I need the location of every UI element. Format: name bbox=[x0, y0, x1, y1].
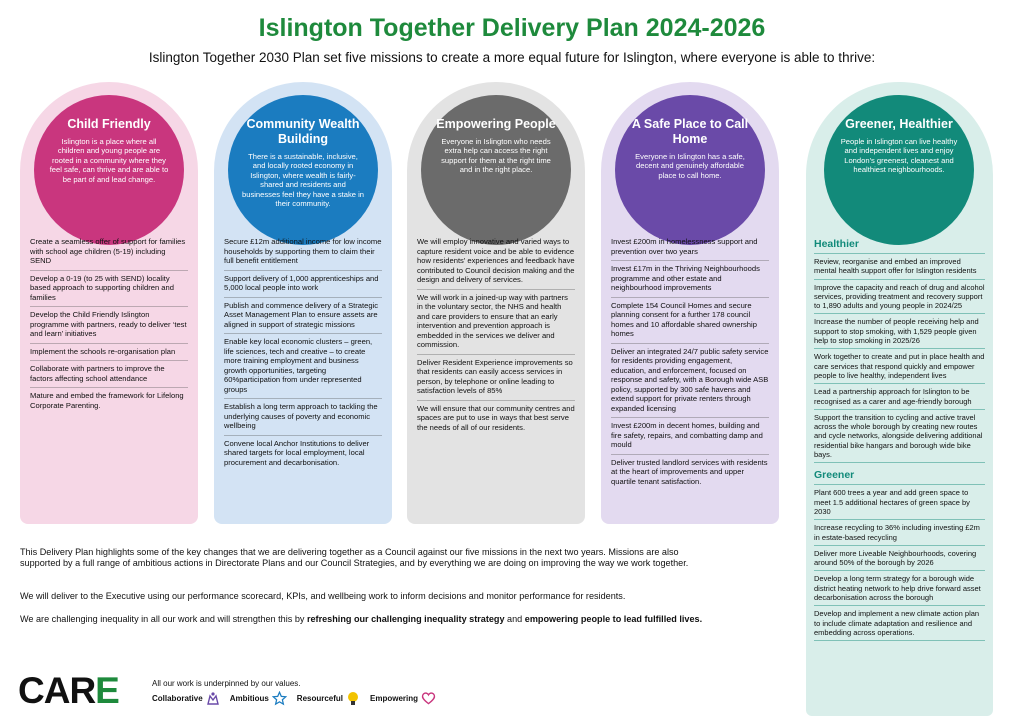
mission-item: Deliver an integrated 24/7 public safety service for residents providing engagement, education, and enforcement, focused on response and safety, with a Borough wide ASB policy, supported by 300 safe havens and extend support for private renters through expanded licensing bbox=[611, 344, 769, 419]
care-logo bbox=[18, 671, 119, 711]
column-empowering-people bbox=[407, 82, 585, 524]
healthier-item: Improve the capacity and reach of drug and alcohol services, providing treatment and recovery support to 1,890 adults and young people in 2024/25 bbox=[814, 280, 985, 315]
value-label: Resourceful bbox=[296, 693, 344, 703]
mission-item: Mature and embed the framework for Lifelong Corporate Parenting. bbox=[30, 391, 184, 410]
value-resourceful bbox=[297, 691, 360, 706]
mission-items bbox=[611, 234, 769, 490]
mission-circle bbox=[421, 95, 571, 245]
column-safe-place-to-call-home bbox=[601, 82, 779, 524]
value-label: Empowering bbox=[370, 693, 419, 703]
intro-p3-start: We are challenging inequality in all our work and will strengthen this by bbox=[20, 614, 307, 624]
mission-item: Invest £200m in homelessness support and prevention over two years bbox=[611, 234, 769, 261]
value-empowering bbox=[370, 691, 436, 705]
mission-description: Islington is a place where all children and young people are rooted in a community where they feel safe, can thrive and are able to be part of and lead change. bbox=[49, 137, 169, 184]
mission-item: Develop the Child Friendly Islington programme with partners, ready to deliver ‘test and learn’ initiatives bbox=[30, 307, 188, 344]
greener-item: Develop and implement a new climate action plan to include climate adaptation and resilience and embedding across operations. bbox=[814, 606, 985, 641]
mission-item: Invest £17m in the Thriving Neighbourhoods programme and other estate and neighbourhood improvements bbox=[611, 261, 769, 298]
values-text: All our work is underpinned by our values. bbox=[152, 679, 301, 688]
column-greener-healthier bbox=[806, 82, 993, 716]
hands-icon bbox=[206, 691, 220, 705]
greener-item: Increase recycling to 36% including investing £2m in estate-based recycling bbox=[814, 520, 985, 546]
greener-description: People in Islington can live healthy and independent lives and enjoy London's greenest, cleanest and healthiest neighbourhoods. bbox=[840, 137, 958, 175]
greener-item: Deliver more Liveable Neighbourhoods, covering around 50% of the borough by 2026 bbox=[814, 546, 985, 572]
healthier-item: Review, reorganise and embed an improved mental health support offer for Islington residents bbox=[814, 254, 985, 280]
greener-item: Plant 600 trees a year and add green space to meet 1.5 additional hectares of green space by 2030 bbox=[814, 485, 985, 520]
intro-paragraph-1: This Delivery Plan highlights some of the key changes that we are delivering together as a Council against our five missions in the next two years. Missions are also supported by a full range of ambitious actions in Directorate Plans and our Council Strategies, and by everything we are doing on improving the way we work together. bbox=[20, 547, 689, 569]
greener-item: Develop a long term strategy for a borough wide district heating network to help drive forward asset decarbonisation across the borough bbox=[814, 571, 985, 606]
mission-title: Child Friendly bbox=[67, 117, 151, 131]
mission-item: We will employ innovative and varied ways to capture resident voice and be able to evidence how residents' experiences and feedback have contributed to Council decision making and the design and delivery of services. bbox=[417, 234, 575, 290]
value-label: Ambitious bbox=[229, 693, 269, 703]
mission-item: Secure £12m additional income for low income households by supporting them to claim their full benefit entitlement bbox=[224, 234, 382, 271]
mission-item: Publish and commence delivery of a Strategic Asset Management Plan to ensure assets are aligned in support of strategic missions bbox=[224, 298, 382, 335]
page-subtitle: Islington Together 2030 Plan set five missions to create a more equal future for Islington, where everyone is able to thrive: bbox=[148, 50, 876, 65]
mission-item: We will ensure that our community centres and spaces are put to use in ways that best serve the needs of all of our residents. bbox=[417, 403, 575, 432]
value-label: Collaborative bbox=[152, 693, 203, 703]
greener-circle bbox=[824, 95, 974, 245]
value-ambitious bbox=[230, 691, 287, 706]
mission-item: Complete 154 Council Homes and secure planning consent for a further 178 council homes and 10 affordable shared ownership homes bbox=[611, 298, 769, 344]
healthier-list bbox=[814, 254, 985, 463]
healthier-item: Lead a partnership approach for Islington to be recognised as a carer and age-friendly borough bbox=[814, 384, 985, 410]
heart-icon bbox=[421, 691, 436, 705]
values-row bbox=[152, 690, 446, 706]
healthier-item: Work together to create and put in place health and care services that respond quickly and empower people to live healthy, independent lives bbox=[814, 349, 985, 384]
mission-item: Convene local Anchor Institutions to deliver shared targets for local employment, local procurement and decarbonisation. bbox=[224, 438, 370, 467]
lightbulb-icon bbox=[346, 691, 360, 706]
mission-item: Implement the schools re-organisation plan bbox=[30, 344, 188, 362]
column-child-friendly bbox=[20, 82, 198, 524]
intro-p3-bold-2: empowering people to lead fulfilled lives. bbox=[524, 614, 703, 624]
mission-items bbox=[30, 234, 188, 414]
mission-description: Everyone in Islington has a safe, decent and genuinely affordable place to call home. bbox=[635, 152, 745, 180]
mission-item: Create a seamless offer of support for families with school age children (5-19) including SEND bbox=[30, 234, 188, 271]
intro-paragraph-3 bbox=[20, 614, 710, 625]
greener-list bbox=[814, 485, 985, 641]
mission-description: There is a sustainable, inclusive, and locally rooted economy in Islington, where wealth is fairly-shared and residents and businesses feel they have a stake in their community. bbox=[242, 152, 364, 209]
intro-p3-mid: and bbox=[504, 614, 525, 624]
mission-title: Empowering People bbox=[436, 117, 556, 131]
page-title: Islington Together Delivery Plan 2024-2026 bbox=[258, 14, 766, 42]
mission-circle bbox=[615, 95, 765, 245]
mission-title: Community Wealth Building bbox=[246, 117, 360, 146]
mission-item: Establish a long term approach to tackling the underlying causes of poverty and economic wellbeing bbox=[224, 399, 382, 436]
mission-description: Everyone in Islington who needs extra help can access the right support for them at the right time and in the right place. bbox=[441, 137, 551, 175]
value-collaborative bbox=[152, 691, 220, 705]
mission-item: Deliver Resident Experience improvements so that residents can easily access services in person, by telephone or online leading to satisfaction levels of 85% bbox=[417, 355, 575, 401]
mission-item: Collaborate with partners to improve the factors affecting school attendance bbox=[30, 361, 188, 388]
mission-item: Support delivery of 1,000 apprenticeships and 5,000 local people into work bbox=[224, 271, 382, 298]
mission-circle bbox=[34, 95, 184, 245]
star-icon bbox=[272, 691, 287, 706]
healthier-item: Increase the number of people receiving help and support to stop smoking, with 1,529 people given help to stop smoking in 2025/26 bbox=[814, 314, 985, 349]
care-logo-text: CAR bbox=[18, 670, 96, 711]
care-logo-e: E bbox=[95, 670, 119, 711]
intro-p3-bold-1: refreshing our challenging inequality strategy bbox=[306, 614, 505, 624]
mission-item: Invest £200m in decent homes, building and fire safety, repairs, and combatting damp and mould bbox=[611, 418, 769, 455]
mission-item: We will work in a joined-up way with partners in the voluntary sector, the NHS and health and care providers to ensure that an early intervention and prevention approach is embedded in the services we deliver and commission. bbox=[417, 290, 575, 355]
column-community-wealth-building bbox=[214, 82, 392, 524]
healthier-item: Support the transition to cycling and active travel across the whole borough by creating new routes and cycle networks, alongside delivering additional residential bike hangars and borough wide bike bays. bbox=[814, 410, 985, 463]
healthier-heading: Healthier bbox=[814, 236, 985, 254]
greener-heading: Greener bbox=[814, 467, 985, 485]
intro-paragraph-2: We will deliver to the Executive using our performance scorecard, KPIs, and wellbeing work to inform decisions and monitor performance for residents. bbox=[20, 591, 626, 601]
mission-item: Enable key local economic clusters – green, life sciences, tech and creative – to create more training employment and business growth opportunities, targeting 60%participation from under represented groups bbox=[224, 334, 382, 399]
mission-circle bbox=[228, 95, 378, 245]
mission-item: Deliver trusted landlord services with residents at the heart of improvements and upper quartile tenant satisfaction. bbox=[611, 457, 768, 486]
mission-item: Develop a 0-19 (to 25 with SEND) locality based approach to supporting children and families bbox=[30, 271, 188, 308]
greener-title: Greener, Healthier bbox=[845, 117, 953, 131]
mission-items bbox=[417, 234, 575, 436]
mission-title: A Safe Place to Call Home bbox=[631, 117, 749, 146]
mission-items bbox=[224, 234, 382, 471]
